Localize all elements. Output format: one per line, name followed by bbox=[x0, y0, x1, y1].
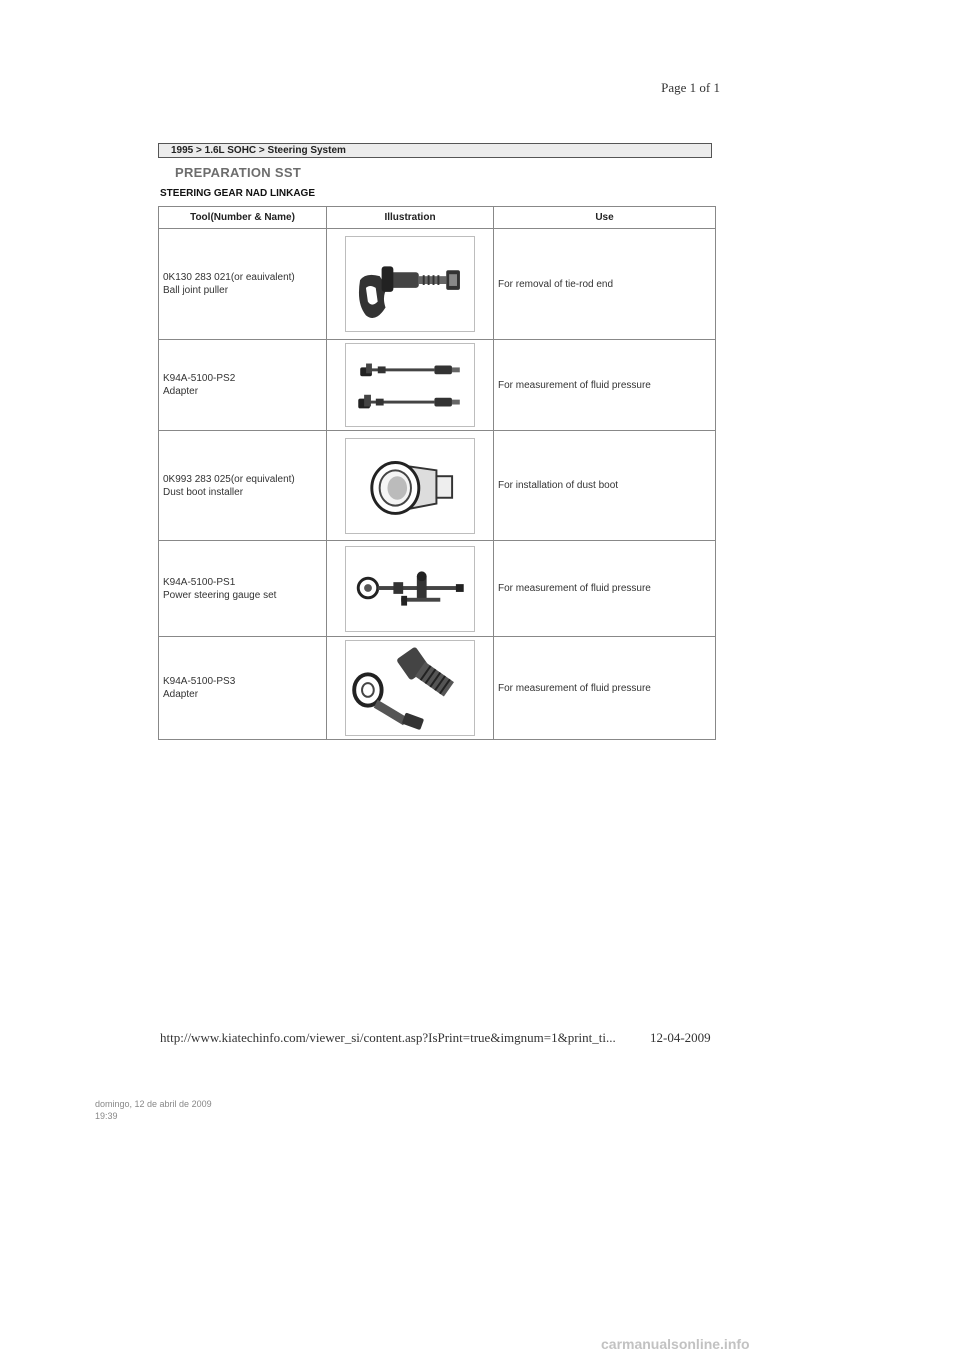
tool-number: K94A-5100-PS2 bbox=[163, 373, 236, 384]
illustration-cell bbox=[327, 541, 494, 637]
tool-cell bbox=[159, 340, 327, 431]
stamp-date: domingo, 12 de abril de 2009 bbox=[95, 1099, 212, 1109]
tool-name: Power steering gauge set bbox=[163, 589, 277, 601]
use-cell: For measurement of fluid pressure bbox=[494, 637, 716, 740]
table-row bbox=[159, 541, 716, 637]
tool-number: 0K993 283 025(or equivalent) bbox=[163, 473, 295, 485]
use-cell: For removal of tie-rod end bbox=[494, 229, 716, 340]
illustration-cell bbox=[327, 229, 494, 340]
source-url: http://www.kiatechinfo.com/viewer_si/content.asp?IsPrint=true&imgnum=1&print_ti... bbox=[160, 1030, 616, 1045]
dust-boot-installer-illustration bbox=[345, 438, 475, 534]
banjo-adapter-illustration bbox=[345, 640, 475, 736]
tool-name: Ball joint puller bbox=[163, 285, 229, 296]
tool-cell bbox=[159, 637, 327, 740]
tool-name: Adapter bbox=[163, 689, 199, 700]
tool-number: 0K130 283 021(or eauivalent) bbox=[163, 272, 295, 283]
tool-name: Dust boot installer bbox=[163, 486, 244, 498]
use-cell: For installation of dust boot bbox=[494, 431, 716, 541]
use-cell: For measurement of fluid pressure bbox=[494, 541, 716, 637]
adapter-hoses-illustration bbox=[345, 343, 475, 427]
header-use: Use bbox=[494, 207, 716, 229]
tool-number: K94A-5100-PS1 bbox=[163, 576, 236, 588]
tool-cell bbox=[159, 431, 327, 541]
gauge-set-illustration bbox=[345, 546, 475, 632]
tool-cell bbox=[159, 229, 327, 340]
section-subtitle: STEERING GEAR NAD LINKAGE bbox=[160, 188, 316, 199]
tool-cell bbox=[159, 541, 327, 637]
illustration-cell bbox=[327, 431, 494, 541]
illustration-cell bbox=[327, 340, 494, 431]
breadcrumb: 1995 > 1.6L SOHC > Steering System bbox=[158, 143, 712, 158]
sst-table bbox=[158, 206, 716, 740]
print-timestamp bbox=[95, 1098, 212, 1122]
header-tool: Tool(Number & Name) bbox=[159, 207, 327, 229]
watermark: carmanualsonline.info bbox=[601, 1336, 750, 1352]
table-header-row bbox=[159, 207, 716, 229]
stamp-time: 19:39 bbox=[95, 1111, 118, 1121]
tool-name: Adapter bbox=[163, 386, 199, 397]
illustration-cell bbox=[327, 637, 494, 740]
table-row bbox=[159, 431, 716, 541]
page-number: Page 1 of 1 bbox=[661, 80, 720, 95]
footer-date: 12-04-2009 bbox=[650, 1030, 711, 1045]
ball-joint-puller-illustration bbox=[345, 236, 475, 332]
table-row bbox=[159, 229, 716, 340]
table-row bbox=[159, 637, 716, 740]
header-illustration: Illustration bbox=[327, 207, 494, 229]
page-title: PREPARATION SST bbox=[175, 165, 302, 180]
use-cell: For measurement of fluid pressure bbox=[494, 340, 716, 431]
tool-number: K94A-5100-PS3 bbox=[163, 676, 236, 687]
table-row bbox=[159, 340, 716, 431]
